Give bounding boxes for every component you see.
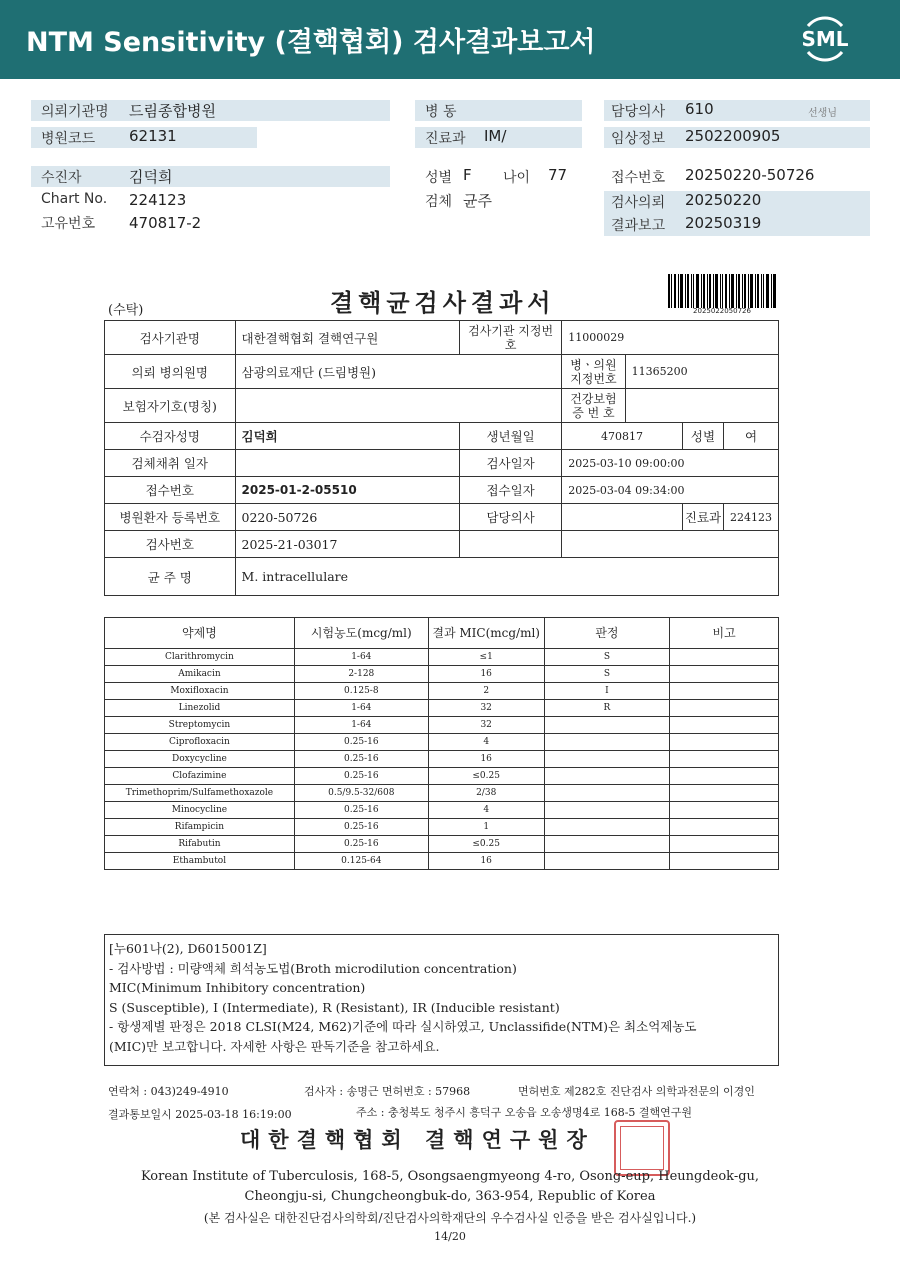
sutak-label: (수탁) xyxy=(108,303,144,318)
drug-mic-cell: ≤0.25 xyxy=(428,768,544,785)
page-title: NTM Sensitivity (결핵협회) 검사결과보고서 xyxy=(26,27,596,58)
insurance-label: 건강보험 증 번 호 xyxy=(562,389,625,423)
specimen-label: 검체 xyxy=(425,194,453,210)
clinical-value: 2502200905 xyxy=(685,127,781,145)
insurer-value xyxy=(235,389,562,423)
collect-value xyxy=(235,450,460,477)
client-value: 드림종합병원 xyxy=(129,102,216,120)
drug-range-cell: 0.5/9.5-32/608 xyxy=(294,785,428,802)
header-range: 시험농도(mcg/ml) xyxy=(294,618,428,649)
drug-drug-cell: Ciprofloxacin xyxy=(105,734,295,751)
name-value: 김덕희 xyxy=(129,168,173,186)
drug-drug-cell: Doxycycline xyxy=(105,751,295,768)
drug-drug-cell: Clofazimine xyxy=(105,768,295,785)
seal-inner xyxy=(620,1126,664,1170)
drug-note-cell xyxy=(670,751,779,768)
drug-mic-cell: 2/38 xyxy=(428,785,544,802)
clinical-label: 임상정보 xyxy=(611,131,666,147)
drug-range-cell: 2-128 xyxy=(294,666,428,683)
drug-note-cell xyxy=(670,717,779,734)
drug-result-cell xyxy=(544,734,670,751)
drug-range-cell: 1-64 xyxy=(294,700,428,717)
report-time: 결과통보일시 2025-03-18 16:19:00 xyxy=(108,1108,292,1121)
req-hosp-label: 의뢰 병의원명 xyxy=(105,355,236,389)
drug-drug-cell: Ethambutol xyxy=(105,853,295,870)
note-line: - 항생제별 판정은 2018 CLSI(M24, M62)기준에 따라 실시하였고, Unclassifide(NTM)은 최소억제농도 xyxy=(109,1019,697,1035)
age-label: 나이 xyxy=(503,170,531,186)
drug-range-cell: 0.25-16 xyxy=(294,802,428,819)
drug-range-cell: 0.25-16 xyxy=(294,768,428,785)
address-kr: 주소 : 충청북도 청주시 흥덕구 오송읍 오송생명4로 168-5 결핵연구원 xyxy=(356,1106,693,1119)
drug-range-cell: 0.125-8 xyxy=(294,683,428,700)
drug-mic-cell: 1 xyxy=(428,819,544,836)
drug-result-cell xyxy=(544,819,670,836)
strain-value: M. intracellulare xyxy=(235,558,778,596)
reg-value: 0220-50726 xyxy=(235,504,460,531)
test-no-label: 검사번호 xyxy=(105,531,236,558)
empty-cell xyxy=(562,531,779,558)
drug-mic-cell: 4 xyxy=(428,734,544,751)
drug-result-cell: S xyxy=(544,666,670,683)
drug-mic-cell: 4 xyxy=(428,802,544,819)
drug-row xyxy=(105,853,779,870)
lab-id-label: 검사기관 지정번호 xyxy=(460,321,562,355)
drug-result-cell xyxy=(544,751,670,768)
drug-range-cell: 1-64 xyxy=(294,717,428,734)
drug-row xyxy=(105,666,779,683)
drug-row xyxy=(105,802,779,819)
header-result: 판정 xyxy=(544,618,670,649)
drug-note-cell xyxy=(670,819,779,836)
name-bar xyxy=(31,166,390,187)
uid-value: 470817-2 xyxy=(129,214,202,232)
doctor-value: 610 xyxy=(685,100,714,118)
dept-value: IM/ xyxy=(484,127,507,145)
drug-note-cell xyxy=(670,649,779,666)
drug-note-cell xyxy=(670,734,779,751)
sml-logo xyxy=(798,12,852,66)
collect-label: 검체채취 일자 xyxy=(105,450,236,477)
contact: 연락처 : 043)249-4910 xyxy=(108,1085,229,1098)
institute-name: 대한결핵협회 결핵연구원장 xyxy=(240,1127,595,1152)
drug-row xyxy=(105,734,779,751)
insurer-label: 보험자기호(명칭) xyxy=(105,389,236,423)
header-drug: 약제명 xyxy=(105,618,295,649)
lab-value: 대한결핵협회 결핵연구원 xyxy=(235,321,460,355)
patient-value: 김덕희 xyxy=(235,423,460,450)
barcode-number: 2025022050726 xyxy=(693,307,751,315)
drug-drug-cell: Amikacin xyxy=(105,666,295,683)
drug-mic-cell: 16 xyxy=(428,853,544,870)
drug-result-cell: I xyxy=(544,683,670,700)
uid-label: 고유번호 xyxy=(41,216,96,232)
drug-row xyxy=(105,785,779,802)
license: 면허번호 제282호 진단검사 의학과전문의 이경인 xyxy=(518,1085,755,1098)
drug-row xyxy=(105,700,779,717)
drug-table xyxy=(104,617,779,870)
client-label: 의뢰기관명 xyxy=(41,104,109,120)
drug-note-cell xyxy=(670,836,779,853)
drug-result-cell xyxy=(544,802,670,819)
chart-value: 224123 xyxy=(129,191,187,209)
receive-date-value: 2025-03-04 09:34:00 xyxy=(562,477,779,504)
dept-label: 진료과 xyxy=(425,131,466,147)
drug-result-cell: S xyxy=(544,649,670,666)
drug-drug-cell: Moxifloxacin xyxy=(105,683,295,700)
doctor-suffix: 선생님 xyxy=(808,108,837,119)
header-note: 비고 xyxy=(670,618,779,649)
hospcode-value: 62131 xyxy=(129,127,177,145)
drug-result-cell: R xyxy=(544,700,670,717)
dept-value-cell: 224123 xyxy=(724,504,779,531)
lab-label: 검사기관명 xyxy=(105,321,236,355)
tester: 검사자 : 송명근 면허번호 : 57968 xyxy=(304,1085,471,1098)
drug-range-cell: 1-64 xyxy=(294,649,428,666)
logo-text: SML xyxy=(801,27,849,51)
test-no-value: 2025-21-03017 xyxy=(235,531,460,558)
sex-value: F xyxy=(463,166,472,184)
header-mic: 결과 MIC(mcg/ml) xyxy=(428,618,544,649)
drug-note-cell xyxy=(670,768,779,785)
drug-note-cell xyxy=(670,700,779,717)
lab-id-value: 11000029 xyxy=(562,321,779,355)
drug-row xyxy=(105,683,779,700)
report-info-table xyxy=(104,320,779,596)
chart-label: Chart No. xyxy=(41,191,108,207)
report-title: 결핵균검사결과서 xyxy=(330,288,556,317)
drug-drug-cell: Trimethoprim/Sulfamethoxazole xyxy=(105,785,295,802)
barcode-icon xyxy=(668,274,776,308)
birth-label: 생년월일 xyxy=(460,423,562,450)
accession-value: 2025-01-2-05510 xyxy=(235,477,460,504)
drug-mic-cell: 32 xyxy=(428,717,544,734)
drug-row xyxy=(105,751,779,768)
physician-value xyxy=(562,504,683,531)
drug-drug-cell: Minocycline xyxy=(105,802,295,819)
sex-value-cell: 여 xyxy=(724,423,779,450)
report-label: 결과보고 xyxy=(611,218,666,234)
drug-drug-cell: Rifampicin xyxy=(105,819,295,836)
drug-range-cell: 0.125-64 xyxy=(294,853,428,870)
drug-row xyxy=(105,819,779,836)
note-line: - 검사방법 : 미량액체 희석농도법(Broth microdilution concentration) xyxy=(109,960,517,976)
drug-range-cell: 0.25-16 xyxy=(294,819,428,836)
dept-label-cell: 진료과 xyxy=(682,504,723,531)
drug-drug-cell: Rifabutin xyxy=(105,836,295,853)
page-number: 14/20 xyxy=(434,1230,466,1243)
drug-row xyxy=(105,836,779,853)
hosp-id-label: 병ㆍ의원 지정번호 xyxy=(562,355,625,389)
reg-label: 병원환자 등록번호 xyxy=(105,504,236,531)
drug-range-cell: 0.25-16 xyxy=(294,751,428,768)
test-date-label: 검사일자 xyxy=(460,450,562,477)
drug-table-header xyxy=(105,618,779,649)
drug-mic-cell: 2 xyxy=(428,683,544,700)
note-line: S (Susceptible), I (Intermediate), R (Resistant), IR (Inducible resistant) xyxy=(109,999,560,1015)
req-hosp-value: 삼광의료재단 (드림병원) xyxy=(235,355,562,389)
strain-label: 균 주 명 xyxy=(105,558,236,596)
name-label: 수진자 xyxy=(41,170,82,186)
hosp-id-value: 11365200 xyxy=(625,355,778,389)
drug-range-cell: 0.25-16 xyxy=(294,734,428,751)
drug-result-cell xyxy=(544,853,670,870)
official-seal xyxy=(614,1120,670,1176)
drug-mic-cell: 16 xyxy=(428,751,544,768)
note-line: [누601나(2), D6015001Z] xyxy=(109,941,267,956)
report-value: 20250319 xyxy=(685,214,762,232)
note-line: (MIC)만 보고합니다. 자세한 사항은 판독기준을 참고하세요. xyxy=(109,1038,440,1054)
page-header xyxy=(0,0,900,79)
certification: (본 검사실은 대한진단검사의학회/진단검사의학재단의 우수검사실 인증을 받은 검사실입니다.) xyxy=(203,1211,697,1225)
drug-note-cell xyxy=(670,802,779,819)
drug-result-cell xyxy=(544,836,670,853)
age-value: 77 xyxy=(548,166,568,184)
sex-label: 성별 xyxy=(425,170,453,186)
drug-mic-cell: ≤1 xyxy=(428,649,544,666)
drug-note-cell xyxy=(670,785,779,802)
test-date-value: 2025-03-10 09:00:00 xyxy=(562,450,779,477)
receive-date-label: 접수일자 xyxy=(460,477,562,504)
drug-range-cell: 0.25-16 xyxy=(294,836,428,853)
drug-drug-cell: Streptomycin xyxy=(105,717,295,734)
accession-label: 접수번호 xyxy=(105,477,236,504)
drug-row xyxy=(105,768,779,785)
specimen-value: 균주 xyxy=(463,192,492,210)
drug-drug-cell: Linezolid xyxy=(105,700,295,717)
physician-label: 담당의사 xyxy=(460,504,562,531)
drug-result-cell xyxy=(544,768,670,785)
drug-row xyxy=(105,649,779,666)
drug-note-cell xyxy=(670,666,779,683)
receipt-value: 20250220-50726 xyxy=(685,166,815,184)
request-label: 검사의뢰 xyxy=(611,195,666,211)
drug-drug-cell: Clarithromycin xyxy=(105,649,295,666)
drug-result-cell xyxy=(544,717,670,734)
note-line: MIC(Minimum Inhibitory concentration) xyxy=(109,980,366,996)
ward-label: 병 동 xyxy=(425,104,457,120)
patient-label: 수검자성명 xyxy=(105,423,236,450)
sex-label-cell: 성별 xyxy=(682,423,723,450)
drug-mic-cell: 16 xyxy=(428,666,544,683)
drug-mic-cell: 32 xyxy=(428,700,544,717)
birth-value: 470817 xyxy=(562,423,683,450)
empty-cell xyxy=(460,531,562,558)
drug-note-cell xyxy=(670,683,779,700)
drug-note-cell xyxy=(670,853,779,870)
doctor-label: 담당의사 xyxy=(611,104,666,120)
receipt-label: 접수번호 xyxy=(611,170,666,186)
drug-mic-cell: ≤0.25 xyxy=(428,836,544,853)
hospcode-label: 병원코드 xyxy=(41,131,96,147)
drug-result-cell xyxy=(544,785,670,802)
address-en-2: Cheongju-si, Chungcheongbuk-do, 363-954, Republic of Korea xyxy=(244,1189,656,1204)
insurance-value xyxy=(625,389,778,423)
notes-box xyxy=(104,934,779,1066)
address-en-1: Korean Institute of Tuberculosis, 168-5, Osongsaengmyeong 4-ro, Osong-eup, Heungdeok-gu, xyxy=(140,1169,760,1184)
request-value: 20250220 xyxy=(685,191,762,209)
drug-row xyxy=(105,717,779,734)
